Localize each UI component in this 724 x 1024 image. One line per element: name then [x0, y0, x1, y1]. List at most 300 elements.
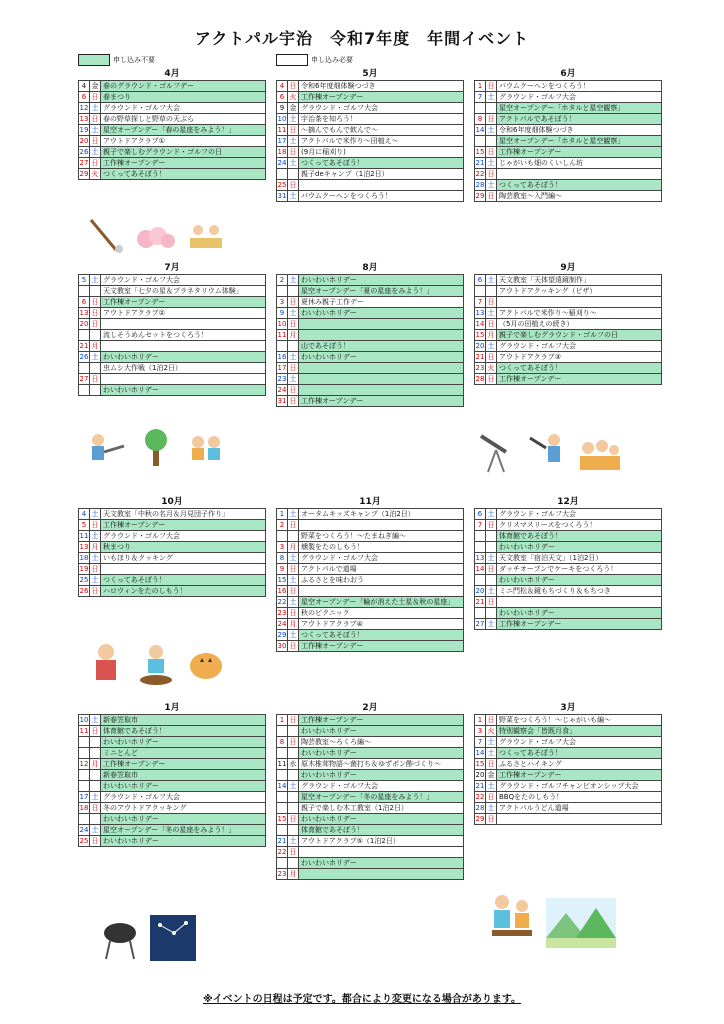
- event-day: [277, 341, 288, 352]
- event-day: 22: [277, 598, 287, 606]
- event-day: 11: [277, 126, 287, 134]
- event-weekday: 日: [487, 115, 495, 123]
- event-weekday: 日: [289, 815, 297, 823]
- month-block: [474, 702, 662, 825]
- event-row: [277, 781, 464, 792]
- event-name: 野菜をつくろう！～じゃがいも編～: [497, 715, 662, 726]
- event-weekday: [486, 136, 497, 147]
- month-block: [276, 496, 464, 652]
- event-row: [79, 586, 266, 597]
- event-row: [277, 103, 464, 114]
- event-row: [79, 531, 266, 542]
- event-row: [277, 125, 464, 136]
- event-row: [277, 542, 464, 553]
- event-day: [79, 781, 90, 792]
- event-name: わいわいホリデー: [101, 385, 266, 396]
- event-weekday: 月: [289, 620, 297, 628]
- event-day: 21: [475, 159, 485, 167]
- event-name: わいわいホリデー: [497, 542, 662, 553]
- event-weekday: 土: [91, 353, 99, 361]
- event-row: [277, 92, 464, 103]
- event-row: [475, 341, 662, 352]
- event-day: 10: [277, 115, 287, 123]
- event-row: [277, 792, 464, 803]
- event-name: わいわいホリデー: [299, 308, 464, 319]
- event-weekday: [90, 770, 101, 781]
- event-weekday: [486, 286, 497, 297]
- event-row: [79, 297, 266, 308]
- event-row: [79, 726, 266, 737]
- event-name: 星空オープンデー「ホタルと星空観察」: [497, 136, 662, 147]
- event-weekday: 日: [289, 609, 297, 617]
- event-row: [79, 319, 266, 330]
- event-name: 工作棟オープンデー: [497, 147, 662, 158]
- event-name: つくってあそぼう！: [299, 158, 464, 169]
- event-name: つくってあそぼう！: [497, 748, 662, 759]
- event-row: [475, 363, 662, 374]
- event-row: [277, 319, 464, 330]
- event-weekday: [90, 737, 101, 748]
- event-day: 18: [277, 148, 287, 156]
- event-row: [475, 319, 662, 330]
- event-weekday: 土: [487, 126, 495, 134]
- event-day: 27: [79, 159, 89, 167]
- event-row: [475, 509, 662, 520]
- event-name: [299, 180, 464, 191]
- event-name: ミニ門松＆鏡もちづくり＆もちつき: [497, 586, 662, 597]
- month-title: 10月: [161, 497, 183, 507]
- event-row: [277, 586, 464, 597]
- event-row: [79, 542, 266, 553]
- event-name: 工作棟オープンデー: [101, 158, 266, 169]
- event-row: [277, 858, 464, 869]
- event-day: 1: [475, 715, 486, 726]
- event-day: [475, 103, 486, 114]
- event-weekday: 土: [487, 510, 495, 518]
- event-day: 10: [277, 320, 287, 328]
- event-weekday: 金: [487, 771, 495, 779]
- event-weekday: [90, 286, 101, 297]
- event-row: [277, 641, 464, 652]
- event-row: [79, 147, 266, 158]
- legend-green-swatch: [78, 54, 110, 66]
- event-row: [277, 136, 464, 147]
- event-weekday: 日: [487, 521, 495, 529]
- event-name: 秋のピクニック: [299, 608, 464, 619]
- event-day: 24: [277, 620, 287, 628]
- event-day: 6: [79, 297, 90, 308]
- event-weekday: 土: [487, 804, 495, 812]
- event-day: [277, 803, 288, 814]
- event-name: グラウンド・ゴルフ大会: [101, 531, 266, 542]
- event-name: アクトパルうどん道場: [497, 803, 662, 814]
- event-weekday: 日: [289, 126, 297, 134]
- event-name: 工作棟オープンデー: [299, 92, 464, 103]
- event-name: [299, 363, 464, 374]
- event-row: [475, 169, 662, 180]
- event-weekday: 日: [289, 320, 297, 328]
- event-weekday: 土: [289, 353, 297, 361]
- event-name: [299, 847, 464, 858]
- event-weekday: [90, 781, 101, 792]
- event-row: [277, 825, 464, 836]
- event-name: ダッチオーブンでケーキをつくろう！: [497, 564, 662, 575]
- event-name: 新春笠取市: [101, 770, 266, 781]
- event-weekday: 土: [487, 782, 495, 790]
- event-row: [475, 81, 662, 92]
- event-name: アクトパルであそぼう！: [497, 114, 662, 125]
- month-title: 9月: [560, 263, 576, 273]
- event-name: 体育館であそぼう！: [101, 726, 266, 737]
- event-row: [277, 575, 464, 586]
- event-day: 16: [277, 353, 287, 361]
- event-day: 2: [277, 275, 288, 286]
- event-name: アウトドアクラブ④: [299, 619, 464, 630]
- event-table: [474, 508, 662, 630]
- event-day: 13: [475, 554, 485, 562]
- event-name: 親子deキャンプ（1泊2日）: [299, 169, 464, 180]
- event-weekday: 月: [91, 543, 99, 551]
- event-name: 春のグラウンド・ゴルフデー: [101, 81, 266, 92]
- event-row: [277, 275, 464, 286]
- event-table: [474, 714, 662, 825]
- footer-note: ※イベントの日程は予定です。都合により変更になる場合があります。: [202, 994, 522, 1005]
- event-name: 工作棟オープンデー: [497, 770, 662, 781]
- event-day: 17: [277, 364, 287, 372]
- event-row: [475, 103, 662, 114]
- event-row: [475, 114, 662, 125]
- event-name: 工作棟オープンデー: [299, 715, 464, 726]
- event-name: 体育館であそぼう！: [299, 825, 464, 836]
- event-day: 5: [79, 520, 90, 531]
- event-name: [497, 169, 662, 180]
- event-weekday: 土: [91, 554, 99, 562]
- month-title: 2月: [362, 703, 378, 713]
- event-day: [79, 286, 90, 297]
- event-day: 3: [277, 542, 288, 553]
- event-name: わいわいホリデー: [299, 858, 464, 869]
- event-day: 15: [475, 148, 485, 156]
- event-weekday: 土: [289, 276, 297, 284]
- event-day: 19: [79, 565, 89, 573]
- event-day: 23: [277, 870, 287, 878]
- event-row: [475, 374, 662, 385]
- event-name: [299, 319, 464, 330]
- event-name: 原木椎茸物語～菌打ち＆ゆずポン酢づくり～: [299, 759, 464, 770]
- event-row: [475, 92, 662, 103]
- potato-digging-icon: [136, 640, 176, 686]
- event-name: 工作棟オープンデー: [101, 520, 266, 531]
- event-weekday: [288, 341, 299, 352]
- event-weekday: [486, 103, 497, 114]
- event-day: 28: [475, 181, 485, 189]
- event-day: 13: [79, 309, 89, 317]
- event-day: [79, 363, 90, 374]
- month-title: 5月: [362, 69, 378, 79]
- event-day: 11: [79, 727, 89, 735]
- event-weekday: 日: [487, 148, 495, 156]
- stargazer-icon: [526, 428, 566, 474]
- event-weekday: 日: [487, 375, 495, 383]
- event-day: 12: [79, 760, 89, 768]
- event-weekday: [288, 792, 299, 803]
- event-name: 冬のアウトドアクッキング: [101, 803, 266, 814]
- event-row: [475, 136, 662, 147]
- event-name: わいわいホリデー: [299, 814, 464, 825]
- event-row: [79, 352, 266, 363]
- event-row: [277, 869, 464, 880]
- event-weekday: 日: [91, 837, 99, 845]
- event-day: 31: [277, 192, 287, 200]
- event-weekday: 月: [289, 331, 297, 339]
- event-name: 工作棟オープンデー: [299, 641, 464, 652]
- event-name: グラウンド・ゴルフ大会: [497, 341, 662, 352]
- event-name: じゃがいも畑のくいしん坊: [497, 158, 662, 169]
- event-weekday: 土: [91, 148, 99, 156]
- event-row: [475, 715, 662, 726]
- event-name: アウトドアクッキング（ピザ）: [497, 286, 662, 297]
- event-name: つくってあそぼう！: [101, 575, 266, 586]
- event-day: 15: [277, 815, 287, 823]
- event-table: [78, 714, 266, 847]
- legend-no-signup: [78, 54, 155, 66]
- event-table: [276, 508, 464, 652]
- event-name: ～摘んでもんで飲んで～: [299, 125, 464, 136]
- event-weekday: 日: [289, 642, 297, 650]
- event-weekday: [486, 531, 497, 542]
- event-weekday: 日: [289, 565, 297, 573]
- month-block: [276, 262, 464, 407]
- event-table: [474, 274, 662, 385]
- event-day: 21: [277, 837, 287, 845]
- event-row: [475, 759, 662, 770]
- event-name: 星空オープンデー「輪が消えた土星＆秋の星座」: [299, 597, 464, 608]
- event-row: [277, 836, 464, 847]
- event-weekday: 土: [289, 554, 297, 562]
- event-day: 21: [475, 782, 485, 790]
- event-day: 9: [277, 564, 288, 575]
- event-day: 15: [475, 760, 485, 768]
- event-row: [79, 374, 266, 385]
- event-row: [277, 396, 464, 407]
- bug-tree-icon: [136, 428, 176, 468]
- event-row: [475, 608, 662, 619]
- event-name: グラウンド・ゴルフ大会: [497, 509, 662, 520]
- event-name: 親子で楽しむグラウンド・ゴルフの日: [101, 147, 266, 158]
- event-row: [277, 147, 464, 158]
- event-name: バウムクーヘンをつくろう！: [299, 191, 464, 202]
- event-weekday: 日: [289, 364, 297, 372]
- event-row: [277, 770, 464, 781]
- event-weekday: 日: [91, 298, 99, 306]
- event-day: 20: [475, 342, 485, 350]
- event-day: 25: [79, 837, 89, 845]
- event-row: [277, 352, 464, 363]
- event-weekday: 日: [91, 159, 99, 167]
- event-row: [277, 191, 464, 202]
- event-weekday: 土: [487, 738, 495, 746]
- event-name: [101, 564, 266, 575]
- event-name: グラウンド・ゴルフ大会: [101, 103, 266, 114]
- event-day: 7: [475, 297, 486, 308]
- event-day: [79, 814, 90, 825]
- event-weekday: 土: [91, 826, 99, 834]
- event-row: [79, 308, 266, 319]
- event-day: 29: [475, 815, 485, 823]
- event-row: [79, 330, 266, 341]
- event-weekday: [288, 803, 299, 814]
- event-day: 13: [79, 115, 89, 123]
- event-day: [277, 770, 288, 781]
- event-row: [277, 509, 464, 520]
- legend-signup-label: 申し込み必要: [311, 56, 353, 64]
- event-row: [475, 553, 662, 564]
- event-row: [475, 814, 662, 825]
- event-day: 6: [79, 92, 90, 103]
- event-weekday: 日: [487, 320, 495, 328]
- event-weekday: 土: [289, 375, 297, 383]
- event-weekday: [486, 542, 497, 553]
- event-day: 25: [79, 576, 89, 584]
- event-day: 1: [277, 715, 288, 726]
- event-table: [78, 80, 266, 180]
- event-day: 8: [277, 737, 288, 748]
- event-weekday: 土: [289, 510, 297, 518]
- event-day: 26: [79, 353, 89, 361]
- event-weekday: 日: [487, 192, 495, 200]
- event-name: 工作棟オープンデー: [101, 297, 266, 308]
- event-day: [79, 737, 90, 748]
- event-weekday: 日: [91, 727, 99, 735]
- event-row: [475, 737, 662, 748]
- event-row: [79, 509, 266, 520]
- event-day: 11: [79, 532, 89, 540]
- picnic-people-icon: [186, 218, 226, 254]
- month-block: [474, 262, 662, 385]
- event-name: グラウンド・ゴルフチャンピオンシップ大会: [497, 781, 662, 792]
- event-day: 18: [79, 804, 89, 812]
- event-row: [79, 575, 266, 586]
- event-weekday: 土: [487, 309, 495, 317]
- event-name: 工作棟オープンデー: [299, 396, 464, 407]
- event-row: [79, 286, 266, 297]
- event-row: [277, 180, 464, 191]
- water-play-icon: [186, 428, 226, 468]
- event-row: [277, 553, 464, 564]
- event-day: 23: [277, 375, 287, 383]
- event-weekday: 土: [289, 159, 297, 167]
- event-day: 14: [475, 320, 485, 328]
- event-day: 26: [79, 587, 89, 595]
- month-block: [78, 262, 266, 396]
- event-day: 1: [277, 509, 288, 520]
- event-day: [475, 542, 486, 553]
- event-row: [277, 158, 464, 169]
- month-title: 3月: [560, 703, 576, 713]
- event-name: 星空オープンデー「ホタルと星空観察」: [497, 103, 662, 114]
- month-title: 7月: [164, 263, 180, 273]
- event-weekday: [90, 385, 101, 396]
- event-row: [475, 586, 662, 597]
- event-weekday: [288, 770, 299, 781]
- event-weekday: 日: [487, 760, 495, 768]
- event-name: グラウンド・ゴルフ大会: [497, 737, 662, 748]
- event-day: 22: [475, 793, 485, 801]
- halloween-pumpkin-icon: [186, 640, 226, 686]
- event-name: オータムキッズキャンプ（1泊2日）: [299, 509, 464, 520]
- event-row: [79, 103, 266, 114]
- event-name: [497, 814, 662, 825]
- event-day: 8: [475, 114, 486, 125]
- event-day: [475, 575, 486, 586]
- event-name: アクトパルで米作り～稲刈り～: [497, 308, 662, 319]
- month-block: [78, 702, 266, 847]
- event-name: 新春笠取市: [101, 715, 266, 726]
- event-name: 山であそぼう！: [299, 341, 464, 352]
- event-row: [475, 619, 662, 630]
- event-row: [277, 715, 464, 726]
- event-row: [277, 619, 464, 630]
- event-weekday: 火: [289, 93, 297, 101]
- event-row: [79, 385, 266, 396]
- event-row: [79, 759, 266, 770]
- event-weekday: 日: [289, 587, 297, 595]
- illustration-winter: [100, 915, 196, 961]
- event-day: 14: [475, 565, 485, 573]
- month-title: 8月: [362, 263, 378, 273]
- event-name: [101, 374, 266, 385]
- event-row: [277, 341, 464, 352]
- event-weekday: 日: [91, 804, 99, 812]
- event-name: 陶芸教室～入門編～: [497, 191, 662, 202]
- event-weekday: 土: [289, 576, 297, 584]
- event-name: 虫ムシ大作戦（1泊2日）: [101, 363, 266, 374]
- event-day: 6: [475, 275, 486, 286]
- event-day: 6: [475, 509, 486, 520]
- event-table: [276, 80, 464, 202]
- event-weekday: 月: [91, 760, 99, 768]
- event-day: [277, 858, 288, 869]
- event-row: [475, 803, 662, 814]
- event-row: [475, 275, 662, 286]
- event-row: [475, 575, 662, 586]
- event-weekday: 月: [487, 331, 495, 339]
- event-name: つくってあそぼう！: [299, 630, 464, 641]
- event-weekday: 土: [487, 181, 495, 189]
- month-block: [276, 702, 464, 880]
- event-row: [277, 597, 464, 608]
- event-weekday: 火: [487, 727, 495, 735]
- event-name: [299, 520, 464, 531]
- event-day: [79, 330, 90, 341]
- event-row: [475, 125, 662, 136]
- month-block: [276, 68, 464, 202]
- event-row: [277, 748, 464, 759]
- kids-telescope-icon: [86, 428, 126, 468]
- illustration-fall: [86, 640, 226, 686]
- event-name: わいわいホリデー: [299, 770, 464, 781]
- event-day: 10: [79, 716, 89, 724]
- event-day: [475, 531, 486, 542]
- event-name: 天文教室「七夕の星＆プラネタリウム体験」: [101, 286, 266, 297]
- event-day: 16: [277, 587, 287, 595]
- event-row: [277, 608, 464, 619]
- event-row: [79, 803, 266, 814]
- event-day: 14: [277, 782, 287, 790]
- event-name: 春まつり: [101, 92, 266, 103]
- event-day: 2: [277, 520, 288, 531]
- event-row: [277, 330, 464, 341]
